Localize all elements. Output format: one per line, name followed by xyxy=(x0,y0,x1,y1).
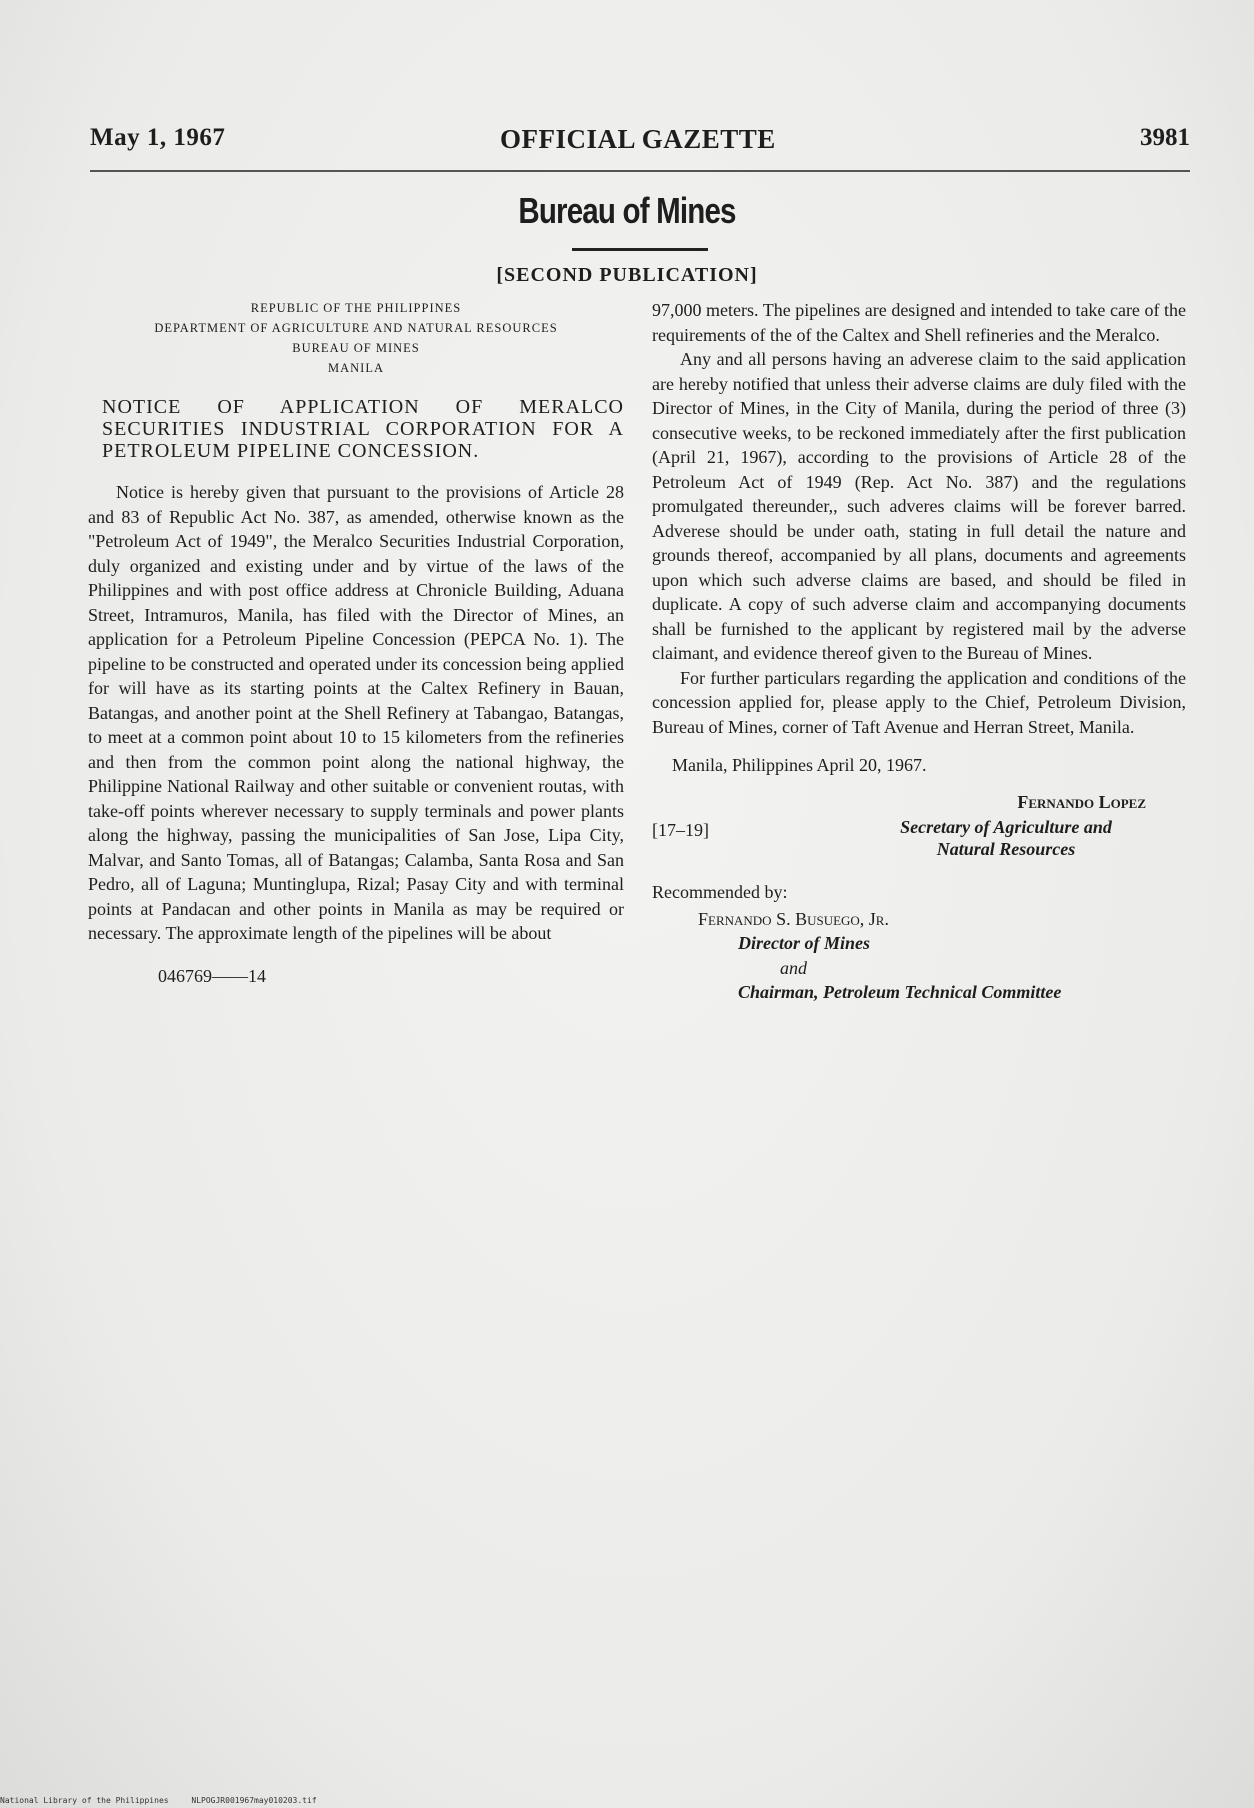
recommender-title: Chairman, Petroleum Technical Committee xyxy=(738,982,1062,1002)
authority-line: MANILA xyxy=(328,361,384,375)
archive-file-id: NLPOGJR001967may010203.tif xyxy=(191,1796,317,1805)
document-code: 046769——14 xyxy=(158,965,266,986)
running-header xyxy=(90,120,1190,160)
recommender-title: Director of Mines xyxy=(738,933,870,953)
header-page-number: 3981 xyxy=(1140,124,1190,151)
header-date: May 1, 1967 xyxy=(90,124,226,151)
notice-paragraph: Notice is hereby given that pursuant to the provisions of Article 28 and 83 of Republic Act No. 387, as amended, otherwise known as the "Petroleum Act of 1949", the Meralco Securities Industrial Corporation, duly organized and existing under and by virtue of the laws of the Philippines and with post office address at Chronicle Building, Aduana Street, Intramuros, Manila, has filed with the Director of Mines, an application for a Petroleum Pipeline Concession (PEPCA No. 1). The pipeline to be constructed and operated under its concession being applied for will have as its starting points at the Caltex Refinery in Bauan, Batangas, and another point at the Shell Refinery at Tabangao, Batangas, to meet at a common point about 10 to 15 kilometers from the refineries and then from the common point along the national highway, the Philippine National Railway and other suitable or convenient routas, with take-off points wherever necessary to supply terminals and power plants along the highway, passing the municipalities of San Jose, Lipa City, Malvar, and Santo Tomas, all of Batangas; Calamba, Santa Rosa and San Pedro, all of Laguna; Muntinglupa, Rizal; Pasay City and with terminal points at Pandacan and other points in Manila as may be required or necessary. The approximate length of the pipelines will be about xyxy=(88,482,624,943)
header-publication: OFFICIAL GAZETTE xyxy=(500,124,776,154)
recommended-label: Recommended by: xyxy=(652,882,788,902)
dateline: Manila, Philippines April 20, 1967. xyxy=(672,755,927,775)
archive-footer xyxy=(0,1796,335,1805)
signer-title-line: Secretary of Agriculture and xyxy=(900,817,1112,837)
section-title: Bureau of Mines xyxy=(518,190,736,231)
header-rule xyxy=(90,170,1190,172)
recommender-name: Fernando S. Busuego, Jr. xyxy=(698,908,889,929)
signer-name: Fernando Lopez xyxy=(1017,791,1146,812)
issuing-authority xyxy=(88,298,624,378)
right-column xyxy=(652,298,1186,1005)
notice-paragraph: 97,000 meters. The pipelines are designed and intended to take care of the requirements of the of the Caltex and Shell refineries and the Meralco. xyxy=(652,300,1186,345)
publication-note: [SECOND PUBLICATION] xyxy=(496,264,758,286)
recommender-title: and xyxy=(780,957,807,978)
publication-reference: [17–19] xyxy=(652,820,709,840)
archive-institution: National Library of the Philippines xyxy=(0,1796,169,1805)
notice-title: NOTICE OF APPLICATION OF MERALCO SECURITIES INDUSTRIAL CORPORATION FOR A PETROLEUM PIPELINE CONCESSION. xyxy=(102,396,624,462)
notice-paragraph: For further particulars regarding the application and conditions of the concession applied for, please apply to the Chief, Petroleum Division, Bureau of Mines, corner of Taft Avenue and Herran Street, Manila. xyxy=(652,667,1186,737)
title-rule xyxy=(572,248,708,251)
signature-block xyxy=(652,816,1186,870)
authority-line: REPUBLIC OF THE PHILIPPINES xyxy=(250,301,462,315)
authority-line: DEPARTMENT OF AGRICULTURE AND NATURAL RESOURCES xyxy=(154,321,558,335)
authority-line: BUREAU OF MINES xyxy=(292,341,420,355)
signer-title-line: Natural Resources xyxy=(936,839,1076,859)
left-column xyxy=(88,298,624,988)
notice-paragraph: Any and all persons having an adverese claim to the said application are hereby notified that unless their adverse claims are duly filed with the Director of Mines, in the City of Manila, during the period of three (3) consecutive weeks, to be reckoned immediately after the first publication (April 21, 1967), according to the provisions of Article 28 of the Petroleum Act of 1949 (Rep. Act No. 387) and the regulations promulgated thereunder,, such adveres claims will be forever barred. Adverese should be under oath, stating in full detail the nature and grounds thereof, accompanied by all plans, documents and agreements upon which such adverse claims are based, and should be filed in duplicate. A copy of such adverse claim and accompanying documents shall be furnished to the applicant by registered mail by the adverse claimant, and evidence thereof given to the Bureau of Mines. xyxy=(652,349,1186,663)
signer-title xyxy=(856,816,1156,860)
